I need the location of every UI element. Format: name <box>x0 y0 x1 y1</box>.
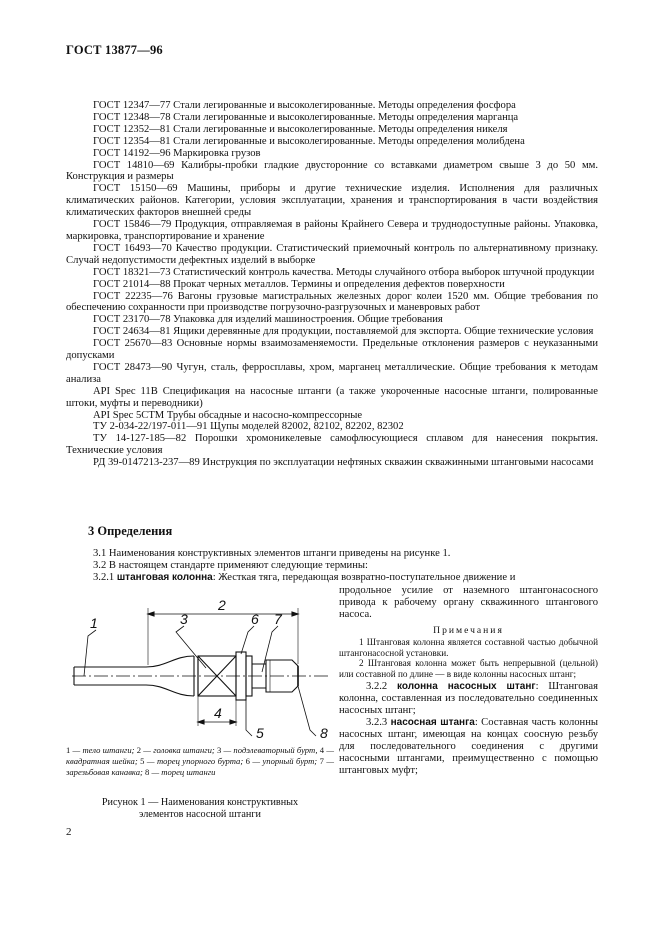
paragraph-3-2-1: 3.2.1 штанговая колонна: Жесткая тяга, передающая возвратно-поступательное движение и <box>93 572 516 583</box>
figure-label-7: 7 <box>274 611 282 627</box>
reference-item: ГОСТ 28473—90 Чугун, сталь, ферросплавы, хром, марганец металлические. Общие требования к методам анализа <box>66 361 598 385</box>
legend-number: 7 <box>319 756 324 766</box>
reference-item: ГОСТ 14192—96 Маркировка грузов <box>93 147 261 159</box>
reference-item: ГОСТ 14810—69 Калибры-пробки гладкие двусторонние со вставками диаметром свыше 3 до 50 мм. Конструкция и размеры <box>66 159 598 183</box>
figure-label-3: 3 <box>180 611 188 627</box>
legend-text: зарезьбовая канавка; <box>66 767 143 777</box>
legend-text: квадратная шейка; <box>66 756 138 766</box>
reference-item: РД 39-0147213-237—89 Инструкция по эксплуатации нефтяных скважин скважинными штанговыми насосами <box>93 457 594 469</box>
legend-text: подэлеваторный бурт, <box>233 745 318 755</box>
legend-text: упорный бурт; <box>262 756 318 766</box>
legend-number: 3 <box>216 745 222 755</box>
reference-item: ГОСТ 16493—70 Качество продукции. Статистический приемочный контроль по альтернативному признаку. Случай недопустимости дефектных изделий в выборке <box>66 242 598 266</box>
figure-label-4: 4 <box>214 705 222 721</box>
reference-item: ГОСТ 18321—73 Статистический контроль качества. Методы случайного отбора выборок штучной продукции <box>93 266 595 278</box>
legend-number: 4 <box>319 745 325 755</box>
reference-item: API Spec 11B Спецификация на насосные штанги (а также укороченные насосные штанги, полированные штоки, муфты и переводники) <box>66 385 598 409</box>
page-number: 2 <box>66 826 72 838</box>
figure-legend: 1 — тело штанги; 2 — головка штанги; 3 — подэлеваторный бурт, 4 — квадратная шейка; 5 — торец упорного бурта; 6 — упорный бурт; 7 — зарезьбовая канавка; 8 — торец штанги <box>66 745 334 777</box>
paragraph-3-2: 3.2 В настоящем стандарте применяют следующие термины: <box>93 560 368 571</box>
sucker-rod-figure <box>66 590 334 740</box>
legend-number: 2 <box>136 745 142 755</box>
section-heading: 3 Определения <box>88 524 173 538</box>
reference-item: ГОСТ 12348—78 Стали легированные и высоколегированные. Методы определения марганца <box>93 111 519 123</box>
note-1: 1 Штанговая колонна является составной частью добычной штангонасосной установки. <box>339 637 598 658</box>
term-nasosnaya-shtanga: насосная штанга <box>390 717 475 729</box>
figure-label-5: 5 <box>256 725 264 740</box>
reference-item: ГОСТ 22235—76 Вагоны грузовые магистральных железных дорог колеи 1520 мм. Общие требования по обеспечению сохранности при производстве погрузочно-разгрузочных и маневровых работ <box>66 290 598 314</box>
figure-label-6: 6 <box>251 611 259 627</box>
paragraph-3-2-2: 3.2.2 колонна насосных штанг: Штанговая колонна, составленная из последовательно соединенных насосных штанг; <box>339 681 598 717</box>
paragraph-3-1: 3.1 Наименования конструктивных элементов штанги приведены на рисунке 1. <box>93 548 451 559</box>
figure-caption: Рисунок 1 — Наименования конструктивных элементов насосной штанги <box>101 797 299 820</box>
reference-item: ГОСТ 15150—69 Машины, приборы и другие технические изделия. Исполнения для различных климатических районов. Категории, условия эксплуатации, хранения и транспортирования в части воздействия климатических факторов внешней среды <box>66 183 598 219</box>
legend-text: тело штанги; <box>82 745 135 755</box>
legend-text: головка штанги; <box>153 745 215 755</box>
term-shtangovaya-kolonna: штанговая колонна <box>116 572 213 583</box>
legend-text: торец штанги <box>161 767 216 777</box>
right-column <box>339 585 598 777</box>
reference-item: ТУ 2-034-22/197-011—91 Щупы моделей 82002, 82102, 82202, 82302 <box>93 421 404 433</box>
legend-number: 8 <box>145 767 150 777</box>
figure-label-1: 1 <box>90 615 98 631</box>
reference-item: ГОСТ 12347—77 Стали легированные и высоколегированные. Методы определения фосфора <box>93 100 516 111</box>
reference-item: ГОСТ 12352—81 Стали легированные и высоколегированные. Методы определения никеля <box>93 123 508 135</box>
references-list <box>66 100 598 469</box>
paragraph-3-2-1-cont: продольное усилие от наземного штангонасосного привода к рабочему органу скважинного штангового насоса. <box>339 585 598 620</box>
reference-item: API Spec 5CTM Трубы обсадные и насосно-компрессорные <box>93 409 363 421</box>
term-kolonna-nasosnyh-shtang: колонна насосных штанг <box>397 681 536 693</box>
reference-item: ТУ 14-127-185—82 Порошки хромоникелевые самофлюсующиеся сплавом для нанесения покрытия. Технические условия <box>66 433 598 457</box>
legend-number: 5 <box>140 756 145 766</box>
page-header: ГОСТ 13877—96 <box>66 43 163 57</box>
note-2: 2 Штанговая колонна может быть непрерывной (цельной) или составной по длине — в виде колонны насосных штанг; <box>339 658 598 679</box>
legend-number: 6 <box>245 756 250 766</box>
legend-number: 1 <box>66 745 71 755</box>
reference-item: ГОСТ 21014—88 Прокат черных металлов. Термины и определения дефектов поверхности <box>93 278 505 290</box>
reference-item: ГОСТ 23170—78 Упаковка для изделий машиностроения. Общие требования <box>93 314 443 326</box>
figure-label-8: 8 <box>320 725 328 740</box>
reference-item: ГОСТ 25670—83 Основные нормы взаимозаменяемости. Предельные отклонения размеров с неуказанными допусками <box>66 338 598 362</box>
reference-item: ГОСТ 24634—81 Ящики деревянные для продукции, поставляемой для экспорта. Общие технические условия <box>93 326 594 338</box>
reference-item: ГОСТ 12354—81 Стали легированные и высоколегированные. Методы определения молибдена <box>93 135 525 147</box>
figure-label-2: 2 <box>218 597 226 613</box>
paragraph-3-2-3: 3.2.3 насосная штанга: Составная часть колонны насосных штанг, имеющая на концах соосную резьбу для последовательного соединения с другими насосными штангами, преимущественно с помощью штанговых муфт; <box>339 717 598 777</box>
notes-heading: Примечания <box>433 625 504 636</box>
reference-item: ГОСТ 15846—79 Продукция, отправляемая в районы Крайнего Севера и труднодоступные районы. Упаковка, маркировка, транспортирование и хранение <box>66 219 598 242</box>
legend-text: торец упорного бурта; <box>156 756 244 766</box>
